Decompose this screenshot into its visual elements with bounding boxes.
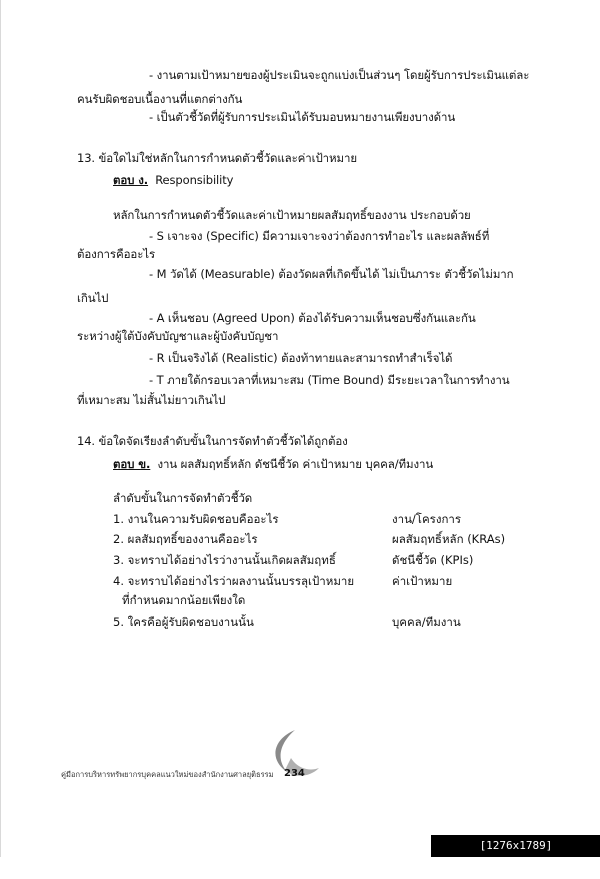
page-number: 234 xyxy=(284,768,305,779)
text-line: - R เป็นจริงได้ (Realistic) ต้องท้าทายและสามารถทำสำเร็จได้ xyxy=(149,351,453,365)
answer-14 xyxy=(113,456,433,472)
watermark: [1276x1789] https://upic.me/ xyxy=(431,835,600,857)
step-result: ผลสัมฤทธิ์หลัก (KRAs) xyxy=(392,532,506,546)
footer-text: คู่มือการบริหารทรัพยากรบุคคลแนวใหม่ของสำนักงานศาลยุติธรรม xyxy=(61,770,274,779)
step-text: ที่กำหนดมากน้อยเพียงใด xyxy=(122,593,246,607)
text-line: - A เห็นชอบ (Agreed Upon) ต้องได้รับความเห็นชอบซึ่งกันและกัน xyxy=(149,311,476,325)
text-line: ต้องการคืออะไร xyxy=(77,247,156,261)
text-line: คนรับผิดชอบเนื้องานที่แตกต่างกัน xyxy=(77,92,243,106)
answer-13 xyxy=(113,172,233,188)
step-text: 2. ผลสัมฤทธิ์ของงานคืออะไร xyxy=(113,532,258,546)
answer-label: ตอบ ข. xyxy=(113,457,151,471)
question-14: 14. ข้อใดจัดเรียงลำดับขั้นในการจัดทำตัวชี้วัดได้ถูกต้อง xyxy=(77,434,348,448)
step-result: ค่าเป้าหมาย xyxy=(392,574,453,588)
text-line: ระหว่างผู้ใต้บังคับบัญชาและผู้บังคับบัญชา xyxy=(77,329,279,343)
text-line: - เป็นตัวชี้วัดที่ผู้รับการประเมินได้รับมอบหมายงานเพียงบางด้าน xyxy=(149,110,456,124)
text-line: หลักในการกำหนดตัวชี้วัดและค่าเป้าหมายผลสัมฤทธิ์ของงาน ประกอบด้วย xyxy=(113,208,471,222)
steps-title: ลำดับขั้นในการจัดทำตัวชี้วัด xyxy=(113,491,253,505)
step-text: 5. ใครคือผู้รับผิดชอบงานนั้น xyxy=(113,615,254,629)
answer-label: ตอบ ง. xyxy=(113,173,149,187)
step-text: 3. จะทราบได้อย่างไรว่างานนั้นเกิดผลสัมฤทธิ์ xyxy=(113,553,336,567)
answer-text: งาน ผลสัมฤทธิ์หลัก ดัชนีชี้วัด ค่าเป้าหมาย บุคคล/ทีมงาน xyxy=(157,457,434,471)
step-text: 4. จะทราบได้อย่างไรว่าผลงานนั้นบรรลุเป้าหมาย xyxy=(113,574,355,588)
text-line: - งานตามเป้าหมายของผู้ประเมินจะถูกแบ่งเป็นส่วนๆ โดยผู้รับการประเมินแต่ละ xyxy=(149,68,530,82)
text-line: - S เจาะจง (Specific) มีความเจาะจงว่าต้องการทำอะไร และผลลัพธ์ที่ xyxy=(149,229,490,243)
text-line: - M วัดได้ (Measurable) ต้องวัดผลที่เกิดขึ้นได้ ไม่เป็นภาระ ตัวชี้วัดไม่มาก xyxy=(149,267,514,281)
step-result: บุคคล/ทีมงาน xyxy=(392,615,461,629)
step-text: 1. งานในความรับผิดชอบคืออะไร xyxy=(113,512,279,526)
text-line: ที่เหมาะสม ไม่สั้นไม่ยาวเกินไป xyxy=(77,393,226,407)
question-13: 13. ข้อใดไม่ใช่หลักในการกำหนดตัวชี้วัดและค่าเป้าหมาย xyxy=(77,151,357,165)
step-result: งาน/โครงการ xyxy=(392,512,462,526)
answer-text: Responsibility xyxy=(155,173,234,187)
step-result: ดัชนีชี้วัด (KPIs) xyxy=(392,553,474,567)
text-line: - T ภายใต้กรอบเวลาที่เหมาะสม (Time Bound) มีระยะเวลาในการทำงาน xyxy=(149,373,510,387)
text-line: เกินไป xyxy=(77,291,109,305)
